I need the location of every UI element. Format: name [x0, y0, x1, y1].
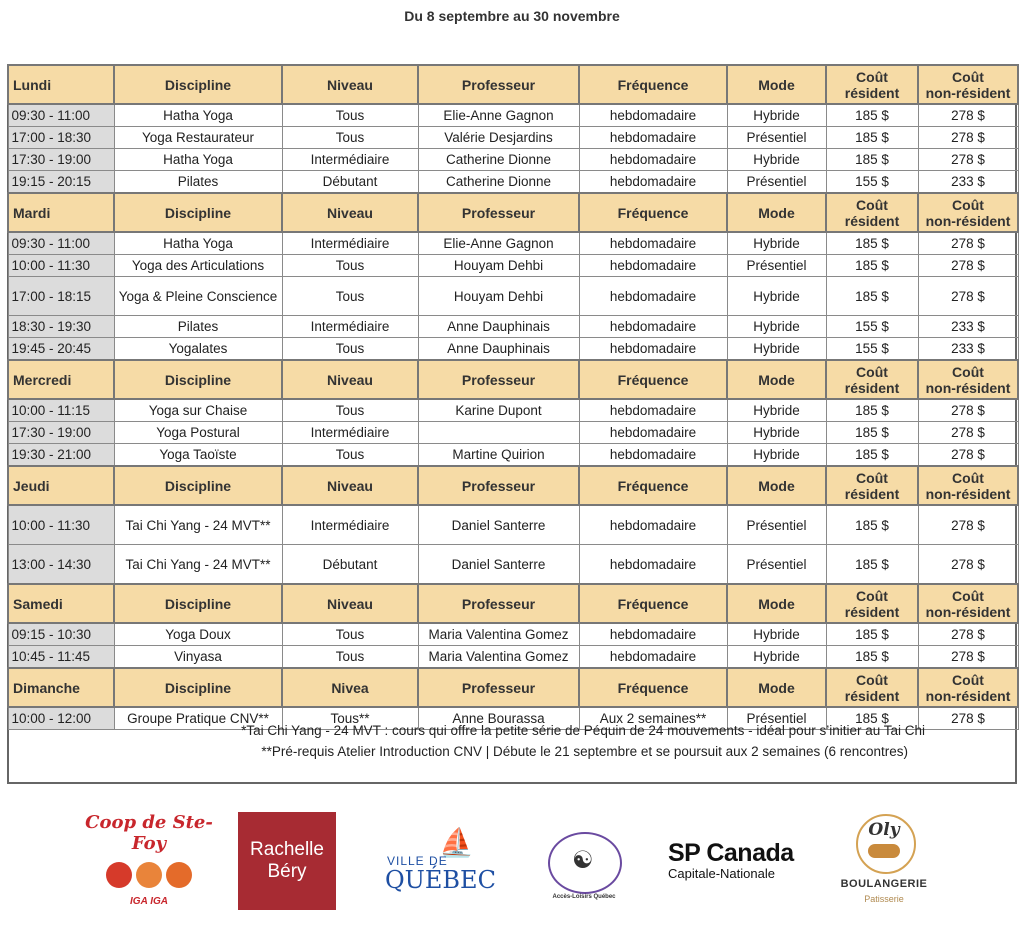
cout-nonresident-cell: 278 $: [918, 255, 1018, 277]
header-cout-resident-line1: Coût: [856, 671, 888, 688]
header-cout-nonresident: [918, 584, 1018, 623]
mode-cell: Hybride: [727, 149, 826, 171]
niveau-cell: Tous: [282, 255, 418, 277]
header-cout-resident: [826, 65, 918, 104]
discipline-cell: Groupe Pratique CNV**: [114, 707, 282, 730]
day-header-row: [8, 360, 1018, 399]
professeur-cell: Elie-Anne Gagnon: [418, 232, 579, 255]
cout-nonresident-cell: 233 $: [918, 171, 1018, 194]
header-professeur: Professeur: [418, 668, 579, 707]
discipline-cell: Yoga & Pleine Conscience: [114, 277, 282, 316]
mode-cell: Hybride: [727, 399, 826, 422]
table-row: [8, 277, 1018, 316]
cout-resident-cell: 185 $: [826, 707, 918, 730]
mode-cell: Présentiel: [727, 707, 826, 730]
cout-resident-cell: 185 $: [826, 422, 918, 444]
header-cout-resident-line1: Coût: [856, 363, 888, 380]
cout-nonresident-cell: 278 $: [918, 399, 1018, 422]
frequence-cell: Aux 2 semaines**: [579, 707, 727, 730]
day-header-row: [8, 65, 1018, 104]
discipline-cell: Yogalates: [114, 338, 282, 361]
cout-resident-cell: 185 $: [826, 505, 918, 545]
cout-resident-cell: 185 $: [826, 444, 918, 467]
time-cell: 10:45 - 11:45: [8, 646, 114, 669]
table-row: [8, 646, 1018, 669]
header-cout-resident: [826, 360, 918, 399]
cout-nonresident-cell: 278 $: [918, 149, 1018, 171]
niveau-cell: Intermédiaire: [282, 316, 418, 338]
header-frequence: Fréquence: [579, 466, 727, 505]
header-cout-nonresident-line1: Coût: [952, 196, 984, 213]
professeur-cell: Anne Bourassa: [418, 707, 579, 730]
header-frequence: Fréquence: [579, 193, 727, 232]
header-niveau: Niveau: [282, 360, 418, 399]
header-discipline: Discipline: [114, 360, 282, 399]
header-cout-resident: [826, 584, 918, 623]
niveau-cell: Tous: [282, 399, 418, 422]
header-professeur: Professeur: [418, 466, 579, 505]
cout-nonresident-cell: 278 $: [918, 104, 1018, 127]
time-cell: 10:00 - 12:00: [8, 707, 114, 730]
mode-cell: Hybride: [727, 232, 826, 255]
cout-resident-cell: 185 $: [826, 399, 918, 422]
ville-de-quebec-logo: [383, 826, 496, 894]
header-mode: Mode: [727, 668, 826, 707]
header-frequence: Fréquence: [579, 668, 727, 707]
cout-nonresident-cell: 233 $: [918, 338, 1018, 361]
table-row: [8, 255, 1018, 277]
cout-nonresident-cell: 278 $: [918, 127, 1018, 149]
cout-resident-cell: 185 $: [826, 104, 918, 127]
header-cout-resident: [826, 466, 918, 505]
header-professeur: Professeur: [418, 360, 579, 399]
table-row: [8, 149, 1018, 171]
mode-cell: Hybride: [727, 338, 826, 361]
niveau-cell: Tous: [282, 646, 418, 669]
table-row: [8, 623, 1018, 646]
oly-boulangerie-logo: [836, 814, 932, 910]
cout-resident-cell: 185 $: [826, 149, 918, 171]
day-name: Mercredi: [8, 360, 114, 399]
table-row: [8, 127, 1018, 149]
niveau-cell: Tous: [282, 127, 418, 149]
niveau-cell: Tous: [282, 104, 418, 127]
cout-resident-cell: 185 $: [826, 623, 918, 646]
discipline-cell: Hatha Yoga: [114, 104, 282, 127]
header-cout-nonresident-line2: non-résident: [925, 603, 1011, 620]
header-professeur: Professeur: [418, 193, 579, 232]
time-cell: 10:00 - 11:30: [8, 505, 114, 545]
professeur-cell: Catherine Dionne: [418, 171, 579, 194]
discipline-cell: Vinyasa: [114, 646, 282, 669]
professeur-cell: Houyam Dehbi: [418, 255, 579, 277]
professeur-cell: Catherine Dionne: [418, 149, 579, 171]
table-row: [8, 232, 1018, 255]
header-niveau: Niveau: [282, 65, 418, 104]
header-professeur: Professeur: [418, 65, 579, 104]
cout-resident-cell: 185 $: [826, 255, 918, 277]
discipline-cell: Tai Chi Yang - 24 MVT**: [114, 545, 282, 585]
day-name: Lundi: [8, 65, 114, 104]
time-cell: 17:30 - 19:00: [8, 149, 114, 171]
cout-nonresident-cell: 278 $: [918, 623, 1018, 646]
discipline-cell: Tai Chi Yang - 24 MVT**: [114, 505, 282, 545]
discipline-cell: Pilates: [114, 171, 282, 194]
oly-logo-line1: BOULANGERIE: [840, 878, 928, 890]
header-cout-nonresident-line2: non-résident: [925, 687, 1011, 704]
mode-cell: Hybride: [727, 316, 826, 338]
niveau-cell: Tous: [282, 623, 418, 646]
footnote-cnv: **Pré-requis Atelier Introduction CNV | Débute le 21 septembre et se poursuit aux 2 semaines (6 rencontres): [261, 744, 908, 759]
niveau-cell: Intermédiaire: [282, 149, 418, 171]
header-cout-nonresident-line2: non-résident: [925, 84, 1011, 101]
mode-cell: Présentiel: [727, 127, 826, 149]
cout-resident-cell: 155 $: [826, 316, 918, 338]
mode-cell: Présentiel: [727, 171, 826, 194]
professeur-cell: Anne Dauphinais: [418, 316, 579, 338]
footnotes: [7, 720, 1015, 762]
day-name: Dimanche: [8, 668, 114, 707]
frequence-cell: hebdomadaire: [579, 545, 727, 585]
discipline-cell: Yoga Restaurateur: [114, 127, 282, 149]
frequence-cell: hebdomadaire: [579, 338, 727, 361]
table-row: [8, 399, 1018, 422]
header-cout-nonresident-line2: non-résident: [925, 379, 1011, 396]
bread-icon: [868, 844, 900, 858]
iga-logo-text: IGA IGA: [130, 896, 168, 907]
rachelle-logo-line1: Rachelle: [250, 839, 324, 860]
niveau-cell: Débutant: [282, 171, 418, 194]
niveau-cell: Intermédiaire: [282, 232, 418, 255]
table-row: [8, 104, 1018, 127]
time-cell: 09:30 - 11:00: [8, 104, 114, 127]
day-header-row: [8, 584, 1018, 623]
time-cell: 10:00 - 11:30: [8, 255, 114, 277]
frequence-cell: hebdomadaire: [579, 104, 727, 127]
header-cout-resident-line1: Coût: [856, 587, 888, 604]
frequence-cell: hebdomadaire: [579, 232, 727, 255]
footnote-tai-chi: *Tai Chi Yang - 24 MVT : cours qui offre la petite série de Péquin de 24 mouvements - idéal pour s’initier au Tai Chi: [241, 723, 925, 738]
header-cout-resident-line2: résident: [844, 485, 900, 502]
professeur-cell: Martine Quirion: [418, 444, 579, 467]
time-cell: 09:15 - 10:30: [8, 623, 114, 646]
cout-resident-cell: 185 $: [826, 232, 918, 255]
cout-nonresident-cell: 278 $: [918, 444, 1018, 467]
frequence-cell: hebdomadaire: [579, 149, 727, 171]
header-cout-nonresident-line1: Coût: [952, 68, 984, 85]
header-niveau: Niveau: [282, 193, 418, 232]
header-cout-resident-line2: résident: [844, 379, 900, 396]
frequence-cell: hebdomadaire: [579, 171, 727, 194]
professeur-cell: Valérie Desjardins: [418, 127, 579, 149]
header-niveau: Nivea: [282, 668, 418, 707]
header-cout-resident: [826, 668, 918, 707]
header-cout-nonresident: [918, 668, 1018, 707]
discipline-cell: Yoga Postural: [114, 422, 282, 444]
cout-nonresident-cell: 278 $: [918, 505, 1018, 545]
rachelle-logo-line2: Béry: [267, 861, 307, 882]
header-mode: Mode: [727, 466, 826, 505]
time-cell: 17:00 - 18:30: [8, 127, 114, 149]
header-discipline: Discipline: [114, 668, 282, 707]
header-discipline: Discipline: [114, 65, 282, 104]
niveau-cell: Tous: [282, 444, 418, 467]
table-row: [8, 316, 1018, 338]
mode-cell: Présentiel: [727, 255, 826, 277]
cout-resident-cell: 185 $: [826, 545, 918, 585]
header-cout-nonresident: [918, 65, 1018, 104]
header-cout-nonresident-line1: Coût: [952, 671, 984, 688]
frequence-cell: hebdomadaire: [579, 422, 727, 444]
time-cell: 19:45 - 20:45: [8, 338, 114, 361]
header-cout-nonresident: [918, 193, 1018, 232]
header-cout-nonresident: [918, 466, 1018, 505]
table-row: [8, 338, 1018, 361]
coop-ste-foy-logo: [84, 812, 214, 912]
coop-circles-icon: [84, 862, 214, 888]
discipline-cell: Yoga des Articulations: [114, 255, 282, 277]
header-cout-resident-line1: Coût: [856, 196, 888, 213]
time-cell: 13:00 - 14:30: [8, 545, 114, 585]
professeur-cell: Elie-Anne Gagnon: [418, 104, 579, 127]
time-cell: 19:15 - 20:15: [8, 171, 114, 194]
header-discipline: Discipline: [114, 584, 282, 623]
frequence-cell: hebdomadaire: [579, 255, 727, 277]
time-cell: 10:00 - 11:15: [8, 399, 114, 422]
mode-cell: Hybride: [727, 422, 826, 444]
cout-resident-cell: 155 $: [826, 171, 918, 194]
quebec-logo-line2: QUÉBEC: [385, 866, 496, 894]
header-cout-resident-line2: résident: [844, 84, 900, 101]
quebec-logo-line1: VILLE DE: [387, 854, 448, 868]
header-cout-nonresident-line1: Coût: [952, 587, 984, 604]
header-cout-resident: [826, 193, 918, 232]
header-niveau: Niveau: [282, 584, 418, 623]
professeur-cell: Anne Dauphinais: [418, 338, 579, 361]
acces-loisirs-logo: [540, 818, 628, 902]
header-mode: Mode: [727, 193, 826, 232]
header-discipline: Discipline: [114, 193, 282, 232]
cout-resident-cell: 185 $: [826, 646, 918, 669]
table-row: [8, 545, 1018, 585]
cout-resident-cell: 185 $: [826, 127, 918, 149]
day-header-row: [8, 668, 1018, 707]
header-discipline: Discipline: [114, 466, 282, 505]
header-cout-resident-line2: résident: [844, 212, 900, 229]
oly-logo-line2: Patisserie: [864, 894, 904, 904]
frequence-cell: hebdomadaire: [579, 399, 727, 422]
mode-cell: Présentiel: [727, 545, 826, 585]
time-cell: 09:30 - 11:00: [8, 232, 114, 255]
sp-logo-subtitle: Capitale-Nationale: [668, 866, 775, 881]
frequence-cell: hebdomadaire: [579, 127, 727, 149]
header-frequence: Fréquence: [579, 584, 727, 623]
header-mode: Mode: [727, 65, 826, 104]
acces-logo-text: Accès-Loisirs Québec: [552, 894, 616, 900]
niveau-cell: Intermédiaire: [282, 505, 418, 545]
niveau-cell: Intermédiaire: [282, 422, 418, 444]
header-cout-resident-line2: résident: [844, 603, 900, 620]
cout-nonresident-cell: 278 $: [918, 646, 1018, 669]
niveau-cell: Tous**: [282, 707, 418, 730]
discipline-cell: Yoga sur Chaise: [114, 399, 282, 422]
niveau-cell: Tous: [282, 277, 418, 316]
header-cout-nonresident: [918, 360, 1018, 399]
yin-yang-icon: ☯: [572, 847, 594, 874]
time-cell: 18:30 - 19:30: [8, 316, 114, 338]
time-cell: 19:30 - 21:00: [8, 444, 114, 467]
frequence-cell: hebdomadaire: [579, 316, 727, 338]
time-cell: 17:00 - 18:15: [8, 277, 114, 316]
discipline-cell: Hatha Yoga: [114, 149, 282, 171]
header-cout-resident-line1: Coût: [856, 469, 888, 486]
header-cout-nonresident-line1: Coût: [952, 363, 984, 380]
niveau-cell: Débutant: [282, 545, 418, 585]
sp-canada-logo: [668, 840, 808, 880]
oly-logo-name: Oly: [868, 820, 900, 840]
mode-cell: Hybride: [727, 623, 826, 646]
frequence-cell: hebdomadaire: [579, 623, 727, 646]
professeur-cell: Maria Valentina Gomez: [418, 646, 579, 669]
cout-nonresident-cell: 278 $: [918, 707, 1018, 730]
day-header-row: [8, 466, 1018, 505]
professeur-cell: [418, 422, 579, 444]
professeur-cell: Daniel Santerre: [418, 545, 579, 585]
header-cout-nonresident-line2: non-résident: [925, 212, 1011, 229]
cout-resident-cell: 155 $: [826, 338, 918, 361]
mode-cell: Hybride: [727, 646, 826, 669]
header-mode: Mode: [727, 360, 826, 399]
frequence-cell: hebdomadaire: [579, 444, 727, 467]
header-mode: Mode: [727, 584, 826, 623]
header-cout-nonresident-line2: non-résident: [925, 485, 1011, 502]
header-frequence: Fréquence: [579, 360, 727, 399]
table-row: [8, 444, 1018, 467]
header-niveau: Niveau: [282, 466, 418, 505]
frequence-cell: hebdomadaire: [579, 277, 727, 316]
header-frequence: Fréquence: [579, 65, 727, 104]
ship-icon: ⛵: [439, 827, 474, 858]
header-cout-resident-line2: résident: [844, 687, 900, 704]
cout-nonresident-cell: 233 $: [918, 316, 1018, 338]
mode-cell: Hybride: [727, 104, 826, 127]
time-cell: 17:30 - 19:00: [8, 422, 114, 444]
header-cout-nonresident-line1: Coût: [952, 469, 984, 486]
discipline-cell: Hatha Yoga: [114, 232, 282, 255]
mode-cell: Hybride: [727, 444, 826, 467]
header-cout-resident-line1: Coût: [856, 68, 888, 85]
discipline-cell: Yoga Doux: [114, 623, 282, 646]
professeur-cell: Houyam Dehbi: [418, 277, 579, 316]
day-header-row: [8, 193, 1018, 232]
professeur-cell: Daniel Santerre: [418, 505, 579, 545]
coop-logo-title: Coop de Ste-Foy: [85, 812, 213, 854]
cout-nonresident-cell: 278 $: [918, 277, 1018, 316]
discipline-cell: Yoga Taoïste: [114, 444, 282, 467]
schedule-table: [7, 64, 1019, 730]
niveau-cell: Tous: [282, 338, 418, 361]
table-row: [8, 505, 1018, 545]
discipline-cell: Pilates: [114, 316, 282, 338]
professeur-cell: Maria Valentina Gomez: [418, 623, 579, 646]
cout-nonresident-cell: 278 $: [918, 422, 1018, 444]
page-subtitle: Du 8 septembre au 30 novembre: [404, 8, 620, 24]
day-name: Jeudi: [8, 466, 114, 505]
header-professeur: Professeur: [418, 584, 579, 623]
professeur-cell: Karine Dupont: [418, 399, 579, 422]
cout-resident-cell: 185 $: [826, 277, 918, 316]
frequence-cell: hebdomadaire: [579, 505, 727, 545]
mode-cell: Présentiel: [727, 505, 826, 545]
day-name: Samedi: [8, 584, 114, 623]
sp-logo-title: SP Canada: [668, 839, 794, 867]
cout-nonresident-cell: 278 $: [918, 545, 1018, 585]
day-name: Mardi: [8, 193, 114, 232]
rachelle-bery-logo: [238, 812, 336, 910]
table-row: [8, 171, 1018, 194]
table-row: [8, 422, 1018, 444]
mode-cell: Hybride: [727, 277, 826, 316]
cout-nonresident-cell: 278 $: [918, 232, 1018, 255]
frequence-cell: hebdomadaire: [579, 646, 727, 669]
